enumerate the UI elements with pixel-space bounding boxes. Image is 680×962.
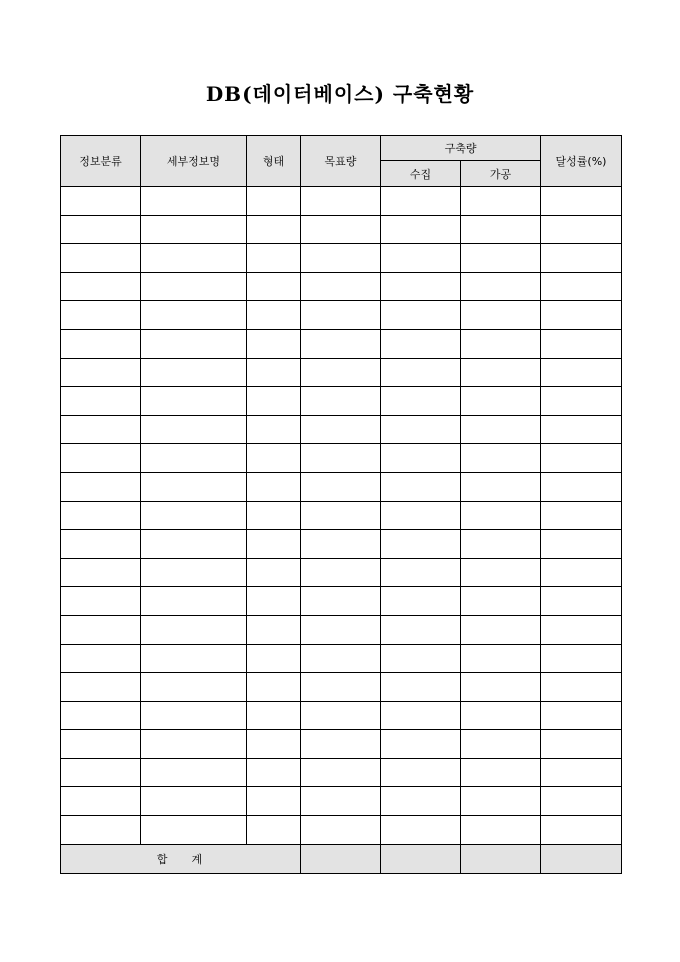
info-category-cell[interactable] xyxy=(61,501,141,530)
detail-info-name-cell[interactable] xyxy=(141,244,247,273)
detail-info-name-cell[interactable] xyxy=(141,701,247,730)
info-category-cell[interactable] xyxy=(61,387,141,416)
table-row xyxy=(61,816,622,845)
table-row xyxy=(61,730,622,759)
collection-cell[interactable] xyxy=(381,501,461,530)
target-amount-cell[interactable] xyxy=(301,758,381,787)
collection-cell[interactable] xyxy=(381,187,461,216)
detail-info-name-cell[interactable] xyxy=(141,444,247,473)
type-cell[interactable] xyxy=(247,615,301,644)
collection-cell[interactable] xyxy=(381,701,461,730)
achievement-rate-cell[interactable] xyxy=(541,615,622,644)
type-cell[interactable] xyxy=(247,244,301,273)
collection-cell[interactable] xyxy=(381,644,461,673)
detail-info-name-cell[interactable] xyxy=(141,387,247,416)
collection-cell[interactable] xyxy=(381,244,461,273)
achievement-rate-cell[interactable] xyxy=(541,673,622,702)
target-amount-cell[interactable] xyxy=(301,816,381,845)
info-category-cell[interactable] xyxy=(61,758,141,787)
achievement-rate-cell[interactable] xyxy=(541,272,622,301)
info-category-cell[interactable] xyxy=(61,615,141,644)
target-amount-cell[interactable] xyxy=(301,644,381,673)
target-amount-cell[interactable] xyxy=(301,787,381,816)
table-body xyxy=(61,187,622,845)
detail-info-name-cell[interactable] xyxy=(141,530,247,559)
header-info-category: 정보분류 xyxy=(61,136,141,187)
processing-cell[interactable] xyxy=(461,615,541,644)
processing-cell[interactable] xyxy=(461,358,541,387)
achievement-rate-cell[interactable] xyxy=(541,816,622,845)
processing-cell[interactable] xyxy=(461,587,541,616)
processing-cell[interactable] xyxy=(461,329,541,358)
achievement-rate-cell[interactable] xyxy=(541,329,622,358)
total-collection-cell[interactable] xyxy=(381,844,461,873)
collection-cell[interactable] xyxy=(381,387,461,416)
total-processing-cell[interactable] xyxy=(461,844,541,873)
header-collection: 수집 xyxy=(381,161,461,187)
header-target-amount: 목표량 xyxy=(301,136,381,187)
table-row xyxy=(61,472,622,501)
achievement-rate-cell[interactable] xyxy=(541,587,622,616)
detail-info-name-cell[interactable] xyxy=(141,358,247,387)
header-processing: 가공 xyxy=(461,161,541,187)
achievement-rate-cell[interactable] xyxy=(541,758,622,787)
type-cell[interactable] xyxy=(247,358,301,387)
info-category-cell[interactable] xyxy=(61,701,141,730)
info-category-cell[interactable] xyxy=(61,587,141,616)
total-target-cell[interactable] xyxy=(301,844,381,873)
processing-cell[interactable] xyxy=(461,816,541,845)
type-cell[interactable] xyxy=(247,472,301,501)
type-cell[interactable] xyxy=(247,387,301,416)
header-achievement-rate: 달성률(%) xyxy=(541,136,622,187)
processing-cell[interactable] xyxy=(461,301,541,330)
table-row xyxy=(61,415,622,444)
type-cell[interactable] xyxy=(247,187,301,216)
achievement-rate-cell[interactable] xyxy=(541,472,622,501)
achievement-rate-cell[interactable] xyxy=(541,387,622,416)
processing-cell[interactable] xyxy=(461,787,541,816)
achievement-rate-cell[interactable] xyxy=(541,787,622,816)
type-cell[interactable] xyxy=(247,558,301,587)
target-amount-cell[interactable] xyxy=(301,187,381,216)
table-row xyxy=(61,444,622,473)
processing-cell[interactable] xyxy=(461,644,541,673)
collection-cell[interactable] xyxy=(381,816,461,845)
processing-cell[interactable] xyxy=(461,415,541,444)
achievement-rate-cell[interactable] xyxy=(541,415,622,444)
processing-cell[interactable] xyxy=(461,187,541,216)
table-row xyxy=(61,272,622,301)
target-amount-cell[interactable] xyxy=(301,301,381,330)
info-category-cell[interactable] xyxy=(61,272,141,301)
collection-cell[interactable] xyxy=(381,444,461,473)
info-category-cell[interactable] xyxy=(61,816,141,845)
detail-info-name-cell[interactable] xyxy=(141,730,247,759)
collection-cell[interactable] xyxy=(381,530,461,559)
achievement-rate-cell[interactable] xyxy=(541,215,622,244)
type-cell[interactable] xyxy=(247,644,301,673)
achievement-rate-cell[interactable] xyxy=(541,530,622,559)
target-amount-cell[interactable] xyxy=(301,415,381,444)
info-category-cell[interactable] xyxy=(61,558,141,587)
processing-cell[interactable] xyxy=(461,215,541,244)
achievement-rate-cell[interactable] xyxy=(541,501,622,530)
table-row xyxy=(61,644,622,673)
type-cell[interactable] xyxy=(247,272,301,301)
type-cell[interactable] xyxy=(247,701,301,730)
total-achievement-cell[interactable] xyxy=(541,844,622,873)
detail-info-name-cell[interactable] xyxy=(141,758,247,787)
achievement-rate-cell[interactable] xyxy=(541,358,622,387)
table-row xyxy=(61,358,622,387)
collection-cell[interactable] xyxy=(381,787,461,816)
collection-cell[interactable] xyxy=(381,358,461,387)
table-row xyxy=(61,501,622,530)
target-amount-cell[interactable] xyxy=(301,215,381,244)
info-category-cell[interactable] xyxy=(61,787,141,816)
type-cell[interactable] xyxy=(247,301,301,330)
info-category-cell[interactable] xyxy=(61,187,141,216)
processing-cell[interactable] xyxy=(461,501,541,530)
collection-cell[interactable] xyxy=(381,558,461,587)
type-cell[interactable] xyxy=(247,329,301,358)
type-cell[interactable] xyxy=(247,501,301,530)
processing-cell[interactable] xyxy=(461,758,541,787)
detail-info-name-cell[interactable] xyxy=(141,615,247,644)
collection-cell[interactable] xyxy=(381,272,461,301)
type-cell[interactable] xyxy=(247,758,301,787)
target-amount-cell[interactable] xyxy=(301,615,381,644)
table-row xyxy=(61,787,622,816)
collection-cell[interactable] xyxy=(381,587,461,616)
collection-cell[interactable] xyxy=(381,758,461,787)
collection-cell[interactable] xyxy=(381,415,461,444)
achievement-rate-cell[interactable] xyxy=(541,558,622,587)
detail-info-name-cell[interactable] xyxy=(141,272,247,301)
detail-info-name-cell[interactable] xyxy=(141,587,247,616)
collection-cell[interactable] xyxy=(381,301,461,330)
type-cell[interactable] xyxy=(247,215,301,244)
detail-info-name-cell[interactable] xyxy=(141,787,247,816)
header-build-amount: 구축량 xyxy=(381,136,541,161)
processing-cell[interactable] xyxy=(461,530,541,559)
type-cell[interactable] xyxy=(247,787,301,816)
processing-cell[interactable] xyxy=(461,472,541,501)
collection-cell[interactable] xyxy=(381,730,461,759)
target-amount-cell[interactable] xyxy=(301,587,381,616)
achievement-rate-cell[interactable] xyxy=(541,644,622,673)
detail-info-name-cell[interactable] xyxy=(141,501,247,530)
info-category-cell[interactable] xyxy=(61,415,141,444)
total-row xyxy=(61,844,622,873)
target-amount-cell[interactable] xyxy=(301,501,381,530)
total-label: 합 계 xyxy=(61,844,301,873)
detail-info-name-cell[interactable] xyxy=(141,301,247,330)
achievement-rate-cell[interactable] xyxy=(541,187,622,216)
target-amount-cell[interactable] xyxy=(301,558,381,587)
detail-info-name-cell[interactable] xyxy=(141,329,247,358)
target-amount-cell[interactable] xyxy=(301,444,381,473)
info-category-cell[interactable] xyxy=(61,472,141,501)
processing-cell[interactable] xyxy=(461,444,541,473)
info-category-cell[interactable] xyxy=(61,244,141,273)
info-category-cell[interactable] xyxy=(61,444,141,473)
table-row xyxy=(61,615,622,644)
table-row xyxy=(61,301,622,330)
target-amount-cell[interactable] xyxy=(301,530,381,559)
table-row xyxy=(61,387,622,416)
processing-cell[interactable] xyxy=(461,558,541,587)
target-amount-cell[interactable] xyxy=(301,358,381,387)
table-row xyxy=(61,587,622,616)
achievement-rate-cell[interactable] xyxy=(541,701,622,730)
processing-cell[interactable] xyxy=(461,387,541,416)
type-cell[interactable] xyxy=(247,530,301,559)
target-amount-cell[interactable] xyxy=(301,244,381,273)
processing-cell[interactable] xyxy=(461,730,541,759)
table-row xyxy=(61,673,622,702)
info-category-cell[interactable] xyxy=(61,215,141,244)
db-status-table xyxy=(60,135,622,874)
target-amount-cell[interactable] xyxy=(301,272,381,301)
info-category-cell[interactable] xyxy=(61,673,141,702)
table-row xyxy=(61,530,622,559)
collection-cell[interactable] xyxy=(381,472,461,501)
table-row xyxy=(61,701,622,730)
table-row xyxy=(61,244,622,273)
header-type: 형태 xyxy=(247,136,301,187)
info-category-cell[interactable] xyxy=(61,358,141,387)
page-title: DB(데이터베이스) 구축현황 xyxy=(205,82,475,106)
table-row xyxy=(61,558,622,587)
target-amount-cell[interactable] xyxy=(301,387,381,416)
achievement-rate-cell[interactable] xyxy=(541,444,622,473)
target-amount-cell[interactable] xyxy=(301,472,381,501)
achievement-rate-cell[interactable] xyxy=(541,730,622,759)
info-category-cell[interactable] xyxy=(61,329,141,358)
table-row xyxy=(61,329,622,358)
detail-info-name-cell[interactable] xyxy=(141,558,247,587)
target-amount-cell[interactable] xyxy=(301,329,381,358)
collection-cell[interactable] xyxy=(381,673,461,702)
target-amount-cell[interactable] xyxy=(301,673,381,702)
detail-info-name-cell[interactable] xyxy=(141,673,247,702)
collection-cell[interactable] xyxy=(381,329,461,358)
processing-cell[interactable] xyxy=(461,272,541,301)
target-amount-cell[interactable] xyxy=(301,730,381,759)
detail-info-name-cell[interactable] xyxy=(141,187,247,216)
detail-info-name-cell[interactable] xyxy=(141,415,247,444)
collection-cell[interactable] xyxy=(381,215,461,244)
processing-cell[interactable] xyxy=(461,701,541,730)
info-category-cell[interactable] xyxy=(61,644,141,673)
type-cell[interactable] xyxy=(247,587,301,616)
table-row xyxy=(61,215,622,244)
info-category-cell[interactable] xyxy=(61,730,141,759)
table-row xyxy=(61,187,622,216)
detail-info-name-cell[interactable] xyxy=(141,215,247,244)
type-cell[interactable] xyxy=(247,730,301,759)
type-cell[interactable] xyxy=(247,673,301,702)
detail-info-name-cell[interactable] xyxy=(141,816,247,845)
processing-cell[interactable] xyxy=(461,673,541,702)
info-category-cell[interactable] xyxy=(61,530,141,559)
detail-info-name-cell[interactable] xyxy=(141,644,247,673)
info-category-cell[interactable] xyxy=(61,301,141,330)
header-detail-info-name: 세부정보명 xyxy=(141,136,247,187)
detail-info-name-cell[interactable] xyxy=(141,472,247,501)
type-cell[interactable] xyxy=(247,415,301,444)
processing-cell[interactable] xyxy=(461,244,541,273)
type-cell[interactable] xyxy=(247,816,301,845)
table-row xyxy=(61,758,622,787)
target-amount-cell[interactable] xyxy=(301,701,381,730)
achievement-rate-cell[interactable] xyxy=(541,301,622,330)
collection-cell[interactable] xyxy=(381,615,461,644)
type-cell[interactable] xyxy=(247,444,301,473)
achievement-rate-cell[interactable] xyxy=(541,244,622,273)
